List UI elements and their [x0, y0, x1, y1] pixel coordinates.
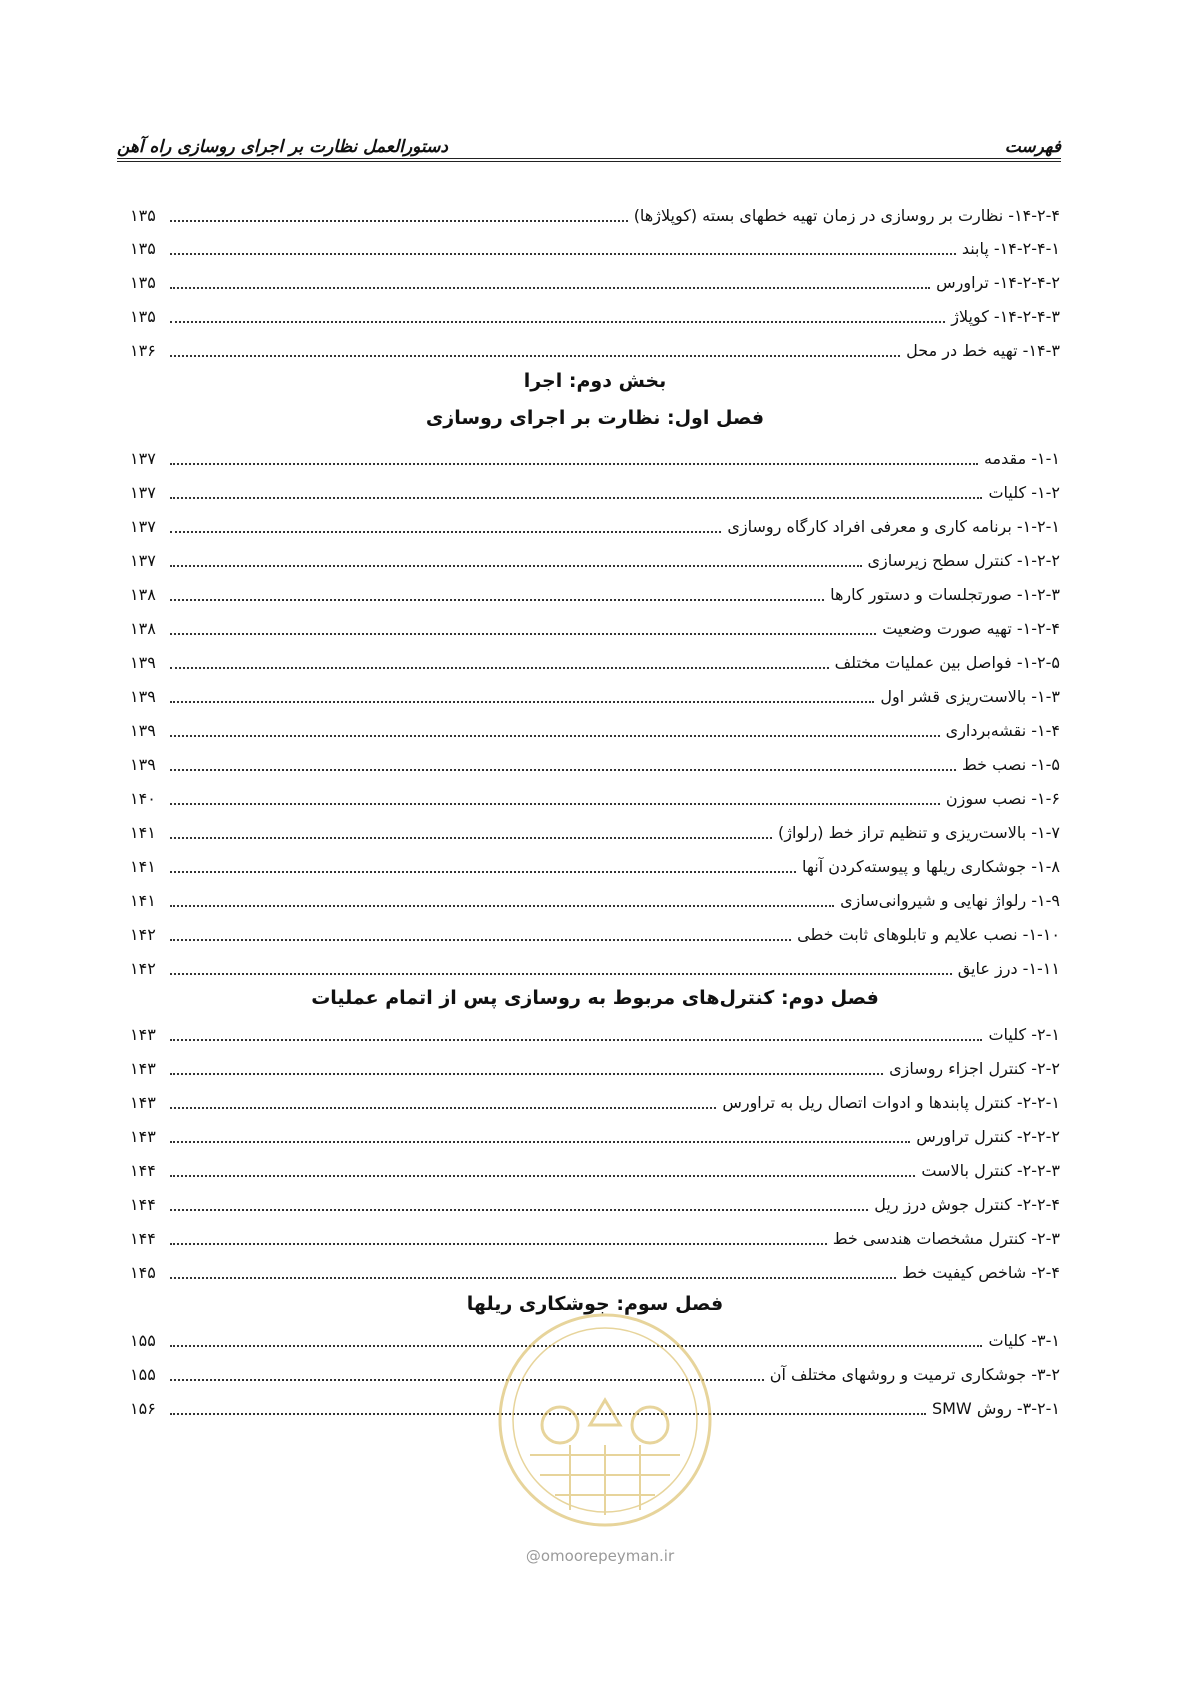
leader-dots	[170, 905, 834, 907]
toc-entry-label: ۱۴-۲-۴-۲- تراورس	[936, 272, 1060, 292]
leader-dots	[170, 837, 772, 839]
toc-entry-label: ۱-۹- رلواژ نهایی و شیروانی‌سازی	[840, 890, 1060, 910]
toc-entry-label: ۱-۲-۳- صورتجلسات و دستور کارها	[830, 584, 1060, 604]
toc-entry-page: ۱۳۹	[130, 686, 156, 706]
toc-entry-page: ۱۳۷	[130, 482, 156, 502]
toc-entry-label: ۱-۶- نصب سوزن	[945, 788, 1060, 808]
leader-dots	[170, 871, 796, 873]
toc-entry-page: ۱۳۸	[130, 618, 156, 638]
toc-entry-page: ۱۳۵	[130, 272, 156, 292]
leader-dots	[170, 1277, 896, 1279]
toc-entry[interactable]	[130, 1054, 1060, 1082]
toc-entry[interactable]	[130, 1088, 1060, 1116]
toc-entry[interactable]	[130, 716, 1060, 744]
toc-entry-label: ۱۴-۳- تهیه خط در محل	[906, 340, 1060, 360]
toc-entry-page: ۱۵۵	[130, 1364, 156, 1384]
leader-dots	[170, 463, 978, 465]
toc-entry-label: ۱-۴- نقشه‌برداری	[945, 720, 1060, 740]
leader-dots	[170, 1073, 883, 1075]
leader-dots	[170, 973, 952, 975]
part-heading: بخش دوم: اجرا	[523, 370, 667, 392]
toc-entry-label: ۱-۵- نصب خط	[961, 754, 1060, 774]
toc-entry-page: ۱۴۵	[130, 1262, 156, 1282]
toc-entry-page: ۱۳۷	[130, 448, 156, 468]
leader-dots	[170, 667, 829, 669]
toc-entry[interactable]	[130, 302, 1060, 330]
toc-entry-page: ۱۳۶	[130, 340, 156, 360]
toc-entry[interactable]	[130, 852, 1060, 880]
toc-entry[interactable]	[130, 201, 1060, 229]
page-header	[117, 127, 1061, 157]
toc-entry[interactable]	[130, 784, 1060, 812]
leader-dots	[170, 287, 930, 289]
toc-entry[interactable]	[130, 546, 1060, 574]
toc-entry[interactable]	[130, 1190, 1060, 1218]
toc-entry-label: ۲-۲- کنترل اجزاء روسازی	[889, 1058, 1060, 1078]
toc-entry-page: ۱۳۹	[130, 720, 156, 740]
leader-dots	[170, 735, 940, 737]
toc-entry-page: ۱۵۵	[130, 1330, 156, 1350]
toc-entry-label: ۱-۲-۲- کنترل سطح زیرسازی	[867, 550, 1060, 570]
leader-dots	[170, 633, 876, 635]
watermark: @omoorepeyman.ir	[525, 1547, 675, 1565]
toc-entry-page: ۱۴۰	[130, 788, 156, 808]
leader-dots	[170, 769, 956, 771]
toc-entry-page: ۱۳۸	[130, 584, 156, 604]
leader-dots	[170, 1039, 982, 1041]
toc-entry-page: ۱۳۵	[130, 238, 156, 258]
toc-entry[interactable]	[130, 1258, 1060, 1286]
toc-entry[interactable]	[130, 1122, 1060, 1150]
toc-entry[interactable]	[130, 444, 1060, 472]
leader-dots	[170, 701, 874, 703]
toc-entry-page: ۱۳۹	[130, 754, 156, 774]
leader-dots	[170, 939, 791, 941]
toc-entry-page: ۱۴۱	[130, 822, 156, 842]
toc-entry-label: ۱۴-۲-۴- نظارت بر روسازی در زمان تهیه خطهای بسته (کوپلاژها)	[633, 205, 1060, 225]
chapter-heading: فصل دوم: کنترل‌های مربوط به روسازی پس از اتمام عملیات	[311, 987, 879, 1009]
toc-entry[interactable]	[130, 512, 1060, 540]
toc-entry-page: ۱۴۱	[130, 890, 156, 910]
toc-entry-label: ۲-۲-۲- کنترل تراورس	[916, 1126, 1060, 1146]
leader-dots	[170, 531, 721, 533]
toc-entry-label: ۲-۲-۴- کنترل جوش درز ریل	[874, 1194, 1060, 1214]
toc-entry-page: ۱۵۶	[130, 1398, 156, 1418]
leader-dots	[170, 355, 900, 357]
chapter-heading: فصل اول: نظارت بر اجرای روسازی	[425, 407, 765, 429]
toc-entry-page: ۱۴۲	[130, 924, 156, 944]
toc-entry-page: ۱۴۲	[130, 958, 156, 978]
leader-dots	[170, 803, 940, 805]
toc-entry-page: ۱۴۳	[130, 1126, 156, 1146]
toc-entry[interactable]	[130, 1224, 1060, 1252]
toc-entry-label: ۳-۲-۱- روش SMW	[931, 1398, 1060, 1418]
stamp-logo-icon	[490, 1305, 720, 1535]
toc-entry-page: ۱۳۷	[130, 550, 156, 570]
toc-entry[interactable]	[130, 750, 1060, 778]
toc-entry[interactable]	[130, 1156, 1060, 1184]
toc-entry[interactable]	[130, 886, 1060, 914]
toc-entry[interactable]	[130, 268, 1060, 296]
toc-entry[interactable]	[130, 234, 1060, 262]
toc-entry[interactable]	[130, 580, 1060, 608]
toc-entry-page: ۱۴۱	[130, 856, 156, 876]
toc-entry[interactable]	[130, 920, 1060, 948]
toc-entry-label: ۱۴-۲-۴-۳- کوپلاژ	[951, 306, 1060, 326]
toc-entry-label: ۲-۲-۱- کنترل پابندها و ادوات اتصال ریل به تراورس	[722, 1092, 1060, 1112]
header-rule	[117, 158, 1061, 162]
leader-dots	[170, 1243, 827, 1245]
toc-entry-page: ۱۴۴	[130, 1160, 156, 1180]
toc-entry-page: ۱۳۵	[130, 306, 156, 326]
toc-entry[interactable]	[130, 336, 1060, 364]
chapter-heading: فصل سوم: جوشکاری ریلها	[466, 1293, 724, 1315]
leader-dots	[170, 321, 945, 323]
toc-entry-page: ۱۴۳	[130, 1092, 156, 1112]
toc-entry[interactable]	[130, 818, 1060, 846]
leader-dots	[170, 565, 862, 567]
toc-entry[interactable]	[130, 614, 1060, 642]
toc-entry-label: ۱۴-۲-۴-۱- پابند	[961, 238, 1060, 258]
toc-entry-page: ۱۴۳	[130, 1058, 156, 1078]
toc-entry-label: ۱-۱۰- نصب علایم و تابلوهای ثابت خطی	[797, 924, 1060, 944]
toc-entry-label: ۱-۱- مقدمه	[983, 448, 1060, 468]
toc-entry-label: ۲-۱- کلیات	[988, 1024, 1060, 1044]
toc-entry-label: ۳-۱- کلیات	[988, 1330, 1060, 1350]
toc-entry-page: ۱۴۴	[130, 1228, 156, 1248]
toc-entry-label: ۱-۲-۱- برنامه کاری و معرفی افراد کارگاه روسازی	[727, 516, 1060, 536]
leader-dots	[170, 1175, 915, 1177]
toc-entry[interactable]	[130, 954, 1060, 982]
toc-entry[interactable]	[130, 682, 1060, 710]
leader-dots	[170, 497, 982, 499]
toc-entry-page: ۱۳۵	[130, 205, 156, 225]
toc-entry-page: ۱۳۹	[130, 652, 156, 672]
toc-entry-label: ۱-۱۱- درز عایق	[957, 958, 1060, 978]
toc-entry-label: ۲-۴- شاخص کیفیت خط	[902, 1262, 1060, 1282]
toc-entry-label: ۲-۳- کنترل مشخصات هندسی خط	[832, 1228, 1060, 1248]
toc-entry-label: ۳-۲- جوشکاری ترمیت و روشهای مختلف آن	[769, 1364, 1060, 1384]
toc-entry-label: ۲-۲-۳- کنترل بالاست	[921, 1160, 1060, 1180]
leader-dots	[170, 253, 956, 255]
toc-entry[interactable]	[130, 648, 1060, 676]
toc-entry-page: ۱۳۷	[130, 516, 156, 536]
toc-entry-page: ۱۴۳	[130, 1024, 156, 1044]
toc-entry[interactable]	[130, 478, 1060, 506]
header-book-title: دستورالعمل نظارت بر اجرای روسازی راه آهن	[117, 137, 448, 157]
toc-entry-page: ۱۴۴	[130, 1194, 156, 1214]
leader-dots	[170, 1141, 910, 1143]
toc-entry-label: ۱-۸- جوشکاری ریلها و پیوسته‌کردن آنها	[802, 856, 1060, 876]
toc-entry-label: ۱-۲- کلیات	[988, 482, 1060, 502]
toc-entry-label: ۱-۷- بالاست‌ریزی و تنظیم تراز خط (رلواژ)	[777, 822, 1060, 842]
leader-dots	[170, 220, 628, 222]
toc-entry-label: ۱-۲-۵- فواصل بین عملیات مختلف	[834, 652, 1060, 672]
toc-entry-label: ۱-۳- بالاست‌ریزی قشر اول	[880, 686, 1060, 706]
toc-entry-label: ۱-۲-۴- تهیه صورت وضعیت	[882, 618, 1060, 638]
leader-dots	[170, 1107, 716, 1109]
header-section-title: فهرست	[1004, 137, 1061, 157]
leader-dots	[170, 599, 824, 601]
toc-entry[interactable]	[130, 1020, 1060, 1048]
leader-dots	[170, 1209, 868, 1211]
